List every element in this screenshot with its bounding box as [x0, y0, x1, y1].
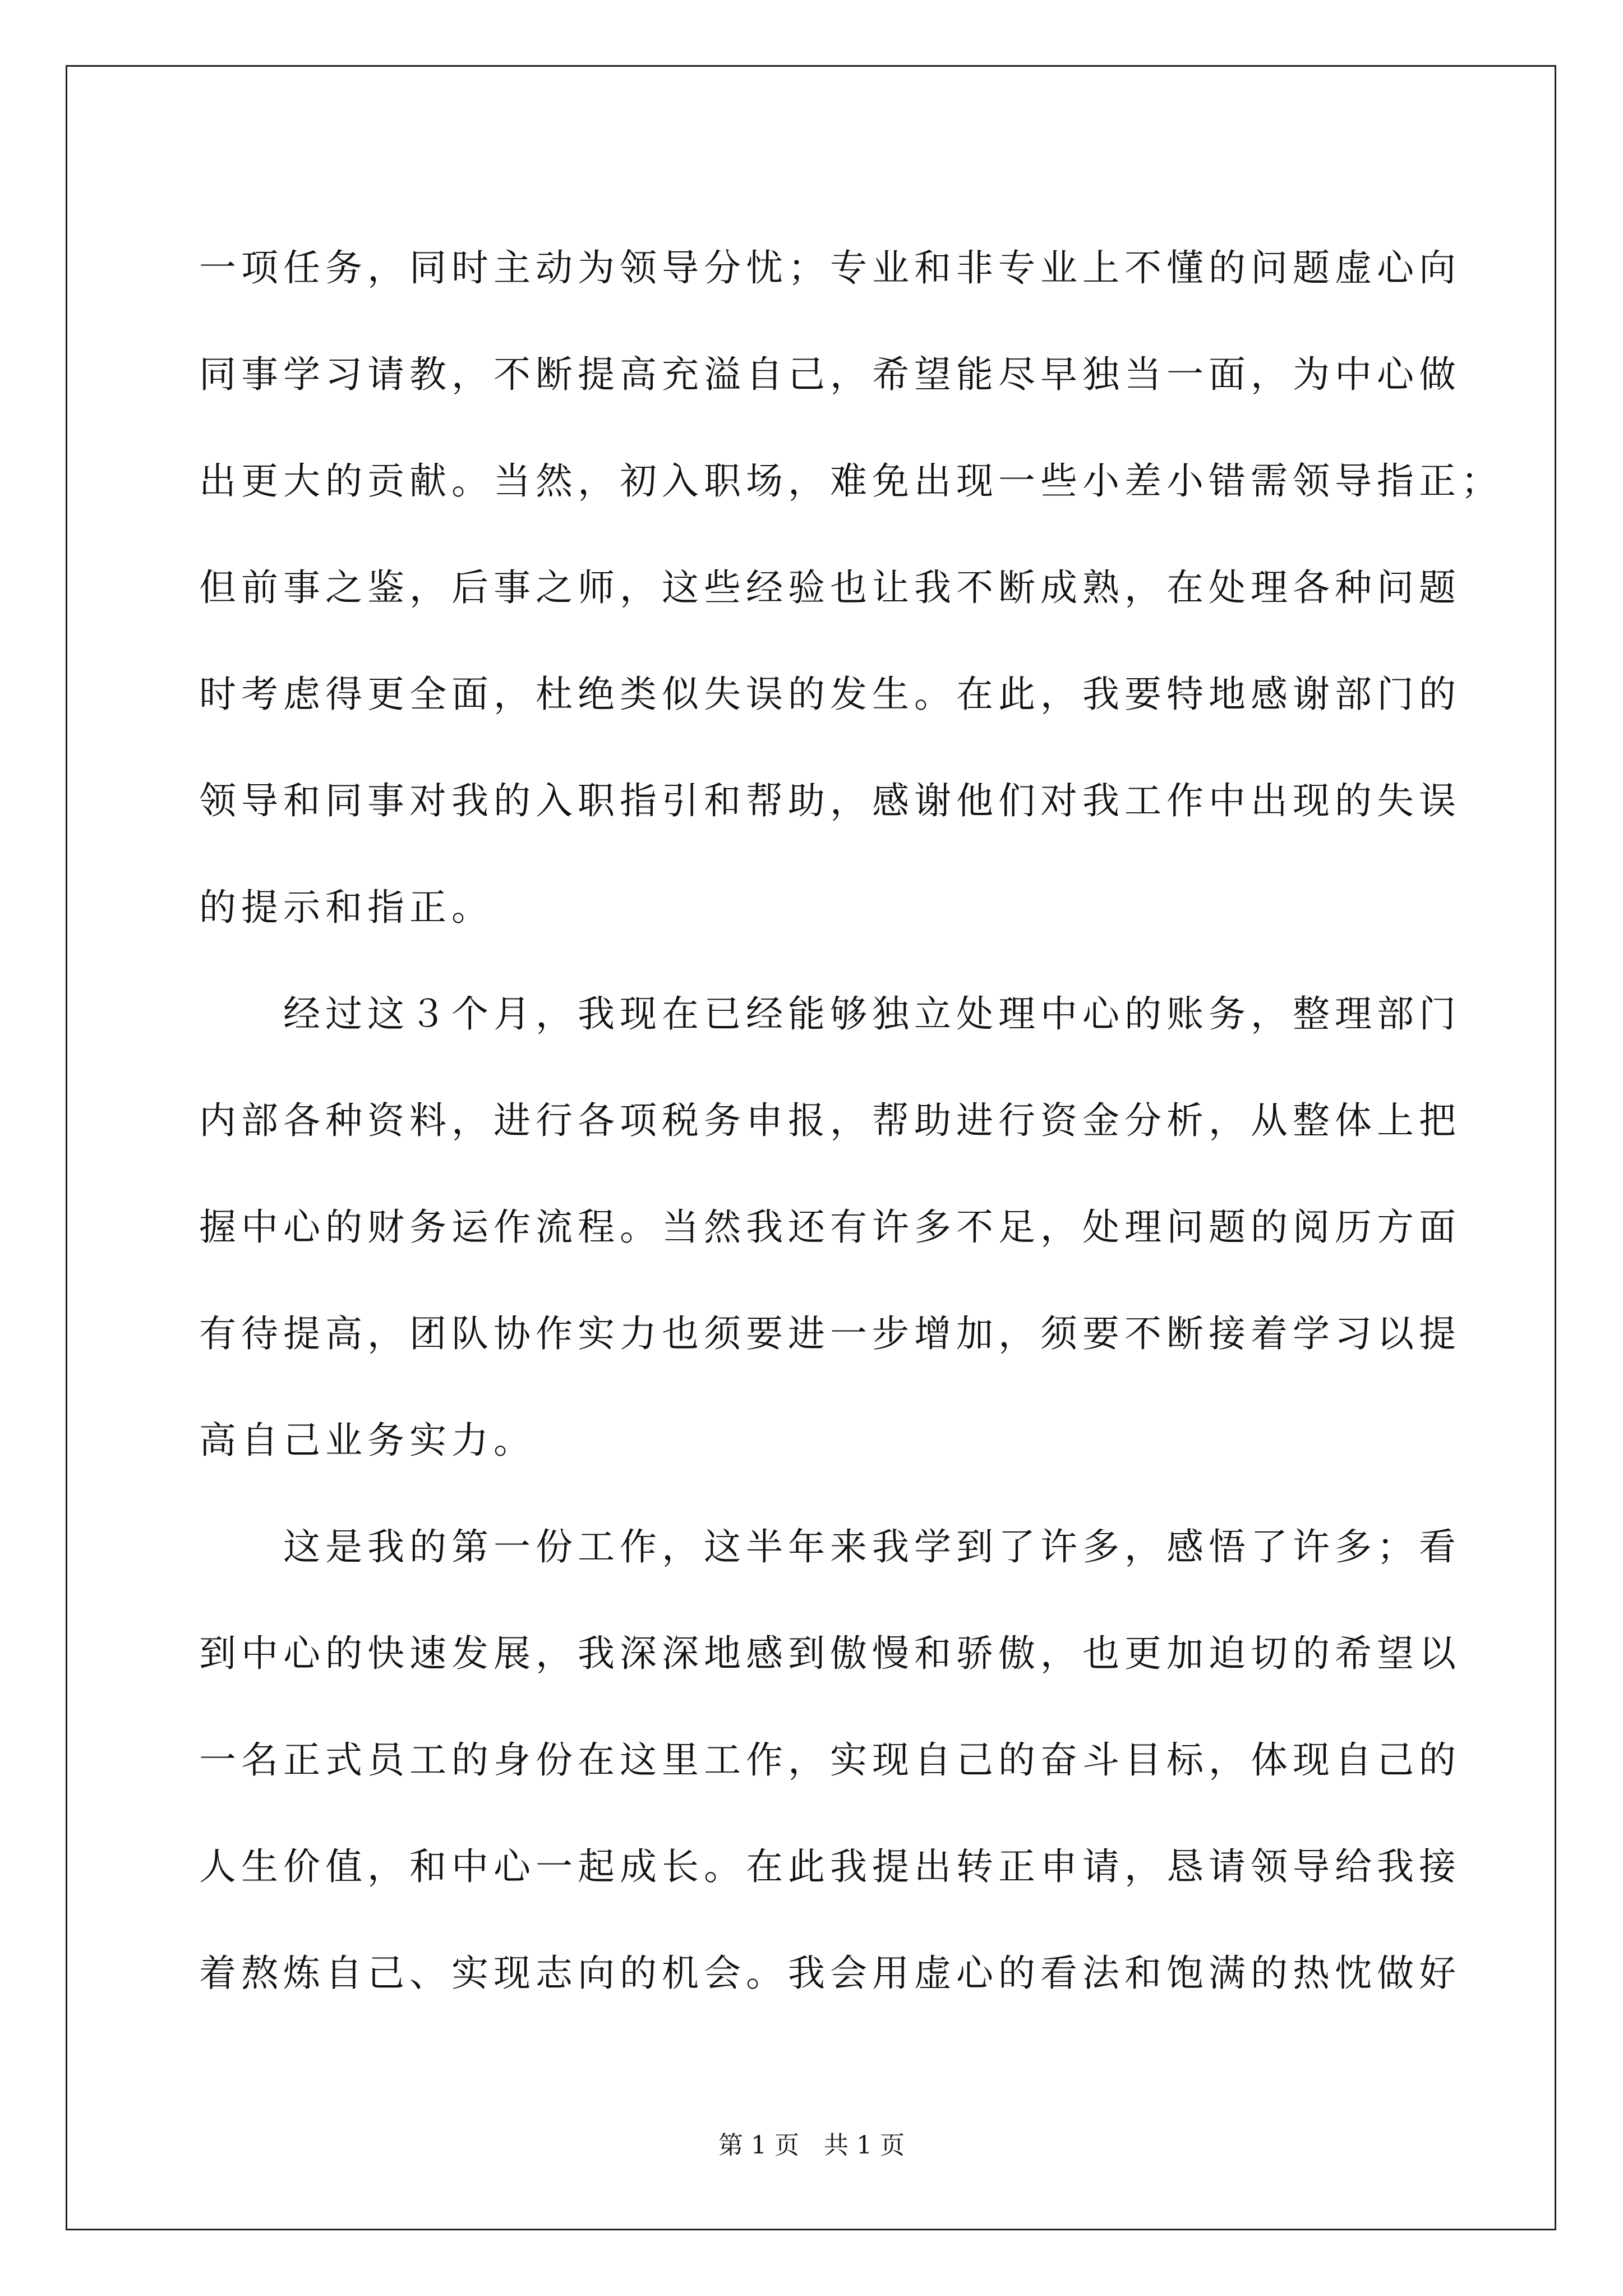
page-number-label: 第 1 页 共 1 页: [718, 2131, 905, 2160]
text-line: 时考虑得更全面，杜绝类似失误的发生。在此，我要特地感谢部门的: [199, 673, 1461, 716]
text-line: 同事学习请教，不断提高充溢自己，希望能尽早独当一面，为中心做: [199, 353, 1461, 396]
text-line: 领导和同事对我的入职指引和帮助，感谢他们对我工作中出现的失误: [199, 779, 1461, 822]
text-line: 人生价值，和中心一起成长。在此我提出转正申请，恳请领导给我接: [199, 1845, 1461, 1888]
text-line: 握中心的财务运作流程。当然我还有许多不足，处理问题的阅历方面: [199, 1205, 1461, 1249]
text-line: 这是我的第一份工作，这半年来我学到了许多，感悟了许多；看: [199, 1525, 1461, 1568]
text-line: 但前事之鉴，后事之师，这些经验也让我不断成熟，在处理各种问题: [199, 566, 1461, 609]
text-line: 高自己业务实力。: [199, 1419, 536, 1462]
text-line: 一名正式员工的身份在这里工作，实现自己的奋斗目标，体现自己的: [199, 1738, 1461, 1782]
text-line: 着熬炼自己、实现志向的机会。我会用虚心的看法和饱满的热忱做好: [199, 1952, 1461, 1995]
text-line: 的提示和指正。: [199, 886, 494, 929]
text-line: 出更大的贡献。当然，初入职场，难免出现一些小差小错需领导指正；: [199, 459, 1503, 503]
text-line: 有待提高，团队协作实力也须要进一步增加，须要不断接着学习以提: [199, 1312, 1461, 1355]
text-line: 内部各种资料，进行各项税务申报，帮助进行资金分析，从整体上把: [199, 1099, 1461, 1142]
document-body: [199, 215, 1503, 2027]
text-line: 一项任务，同时主动为领导分忧；专业和非专业上不懂的问题虚心向: [199, 246, 1461, 289]
text-line: 到中心的快速发展，我深深地感到傲慢和骄傲，也更加迫切的希望以: [199, 1632, 1461, 1675]
text-line: 经过这３个月，我现在已经能够独立处理中心的账务，整理部门: [199, 992, 1461, 1036]
page-footer: [0, 2129, 1623, 2162]
